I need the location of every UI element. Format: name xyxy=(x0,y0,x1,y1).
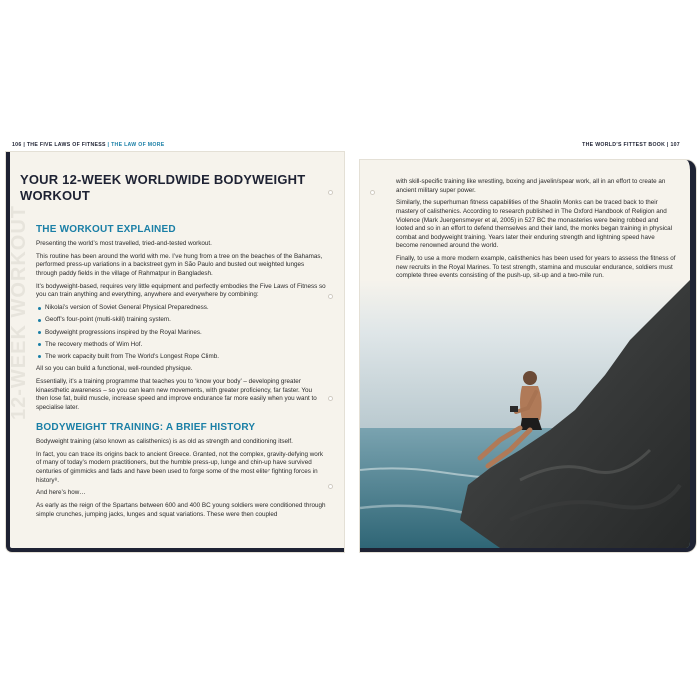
binder-hole xyxy=(328,190,333,195)
right-page-number: 107 xyxy=(670,142,680,148)
paragraph: Similarly, the superhuman fitness capabilities of the Shaolin Monks can be traced back to their mastery of calisthenics. According to research published in The Oxford Handbook of Religion and Violence (Mark Juergensmeyer et al, 2005) in 527 BC the monasteries were being robbed and looted and so in an effort to defend themselves and their land, the monks began training in physical combat and bodyweight training. Years later their enduring strength and lightning speed have become renowned around the world. xyxy=(396,199,673,250)
bullet-item: Bodyweight progressions inspired by the Royal Marines. xyxy=(36,329,326,338)
paragraph: All so you can build a functional, well-rounded physique. xyxy=(36,365,193,373)
paragraph: This routine has been around the world with me. I’ve hung from a tree on the beaches of the Bahamas, performed press-up variations in a backstreet gym in São Paulo and busted out weighted lunges through paddy fields in the village of Rahmatpur in Bangladesh. xyxy=(36,252,323,277)
bullet-item: The work capacity built from The World’s Longest Rope Climb. xyxy=(36,353,326,362)
section-heading-workout-explained: THE WORKOUT EXPLAINED xyxy=(36,224,176,235)
left-running-header xyxy=(12,142,165,148)
vertical-section-label: 12-WEEK WORKOUT xyxy=(8,205,30,420)
bullet-item: The recovery methods of Wim Hof. xyxy=(36,341,326,350)
paragraph: It’s bodyweight-based, requires very little equipment and perfectly embodies the Five Laws of Fitness so you can train anything and everything, anywhere and everywhere by combining: xyxy=(36,282,326,299)
binder-hole xyxy=(328,294,333,299)
header-separator: | xyxy=(107,142,110,148)
book-title: THE WORLD’S FITTEST BOOK xyxy=(582,142,666,148)
right-page xyxy=(360,160,696,552)
section-workout-explained-body xyxy=(36,240,326,417)
paragraph: with skill-specific training like wrestling, boxing and javelin/spear work, all in an effort to create an ancient military super power. xyxy=(396,178,666,194)
part-name: THE FIVE LAWS OF FITNESS xyxy=(26,142,106,148)
paragraph: Finally, to use a more modern example, calisthenics has been used for years to assess the fitness of new recruits in the Royal Marines. To test strength, stamina and muscular endurance, soldiers must complete three events consisting of the push-up, sit-up and a two-mile run. xyxy=(396,255,676,280)
paragraph: Bodyweight training (also known as calisthenics) is as old as strength and conditioning itself. xyxy=(36,438,293,445)
photo-man-on-sea-cliff xyxy=(360,280,690,548)
paragraph: And here’s how… xyxy=(36,489,86,497)
right-running-header xyxy=(582,142,680,148)
page-title: YOUR 12-WEEK WORLDWIDE BODYWEIGHT WORKOUT xyxy=(20,172,306,203)
paragraph: Presenting the world’s most travelled, tried-and-tested workout. xyxy=(36,240,212,247)
paragraph: As early as the reign of the Spartans between 600 and 400 BC young soldiers were conditioned through simple crunches, jumping jacks, lunges and squat variations. These were then coupled xyxy=(36,502,326,518)
header-separator: | xyxy=(666,142,669,148)
section-brief-history-body xyxy=(36,438,326,524)
bullet-list xyxy=(36,304,326,361)
paragraph: In fact, you can trace its origins back to ancient Greece. Granted, not the complex, gravity-defying work of many of today’s modern practitioners, but the humble press-up, lunge and chin-up have survived centuries of gimmicks and fads and have been used to forge some of the most elite⁷ fighting forces in history⁸. xyxy=(36,450,323,484)
left-page-number: 106 xyxy=(12,142,22,148)
bullet-item: Geoff’s four-point (multi-skill) training system. xyxy=(36,316,326,325)
binder-hole xyxy=(328,396,333,401)
left-page xyxy=(6,152,344,552)
header-separator: | xyxy=(23,142,26,148)
binder-hole xyxy=(328,484,333,489)
paragraph: Essentially, it’s a training programme that teaches you to ‘know your body’ – developing greater kinaesthetic awareness – so you can learn new movements, with greater proficiency, far faster. You then lose fat, build muscle, increase speed and improve endurance far more easily when you want to specialise later. xyxy=(36,378,317,412)
chapter-name: THE LAW OF MORE xyxy=(111,142,165,148)
binder-hole xyxy=(370,190,375,195)
bullet-item: Nikolai’s version of Soviet General Physical Preparedness. xyxy=(36,304,326,313)
section-heading-brief-history: BODYWEIGHT TRAINING: A BRIEF HISTORY xyxy=(36,422,256,433)
right-page-body xyxy=(396,178,676,285)
